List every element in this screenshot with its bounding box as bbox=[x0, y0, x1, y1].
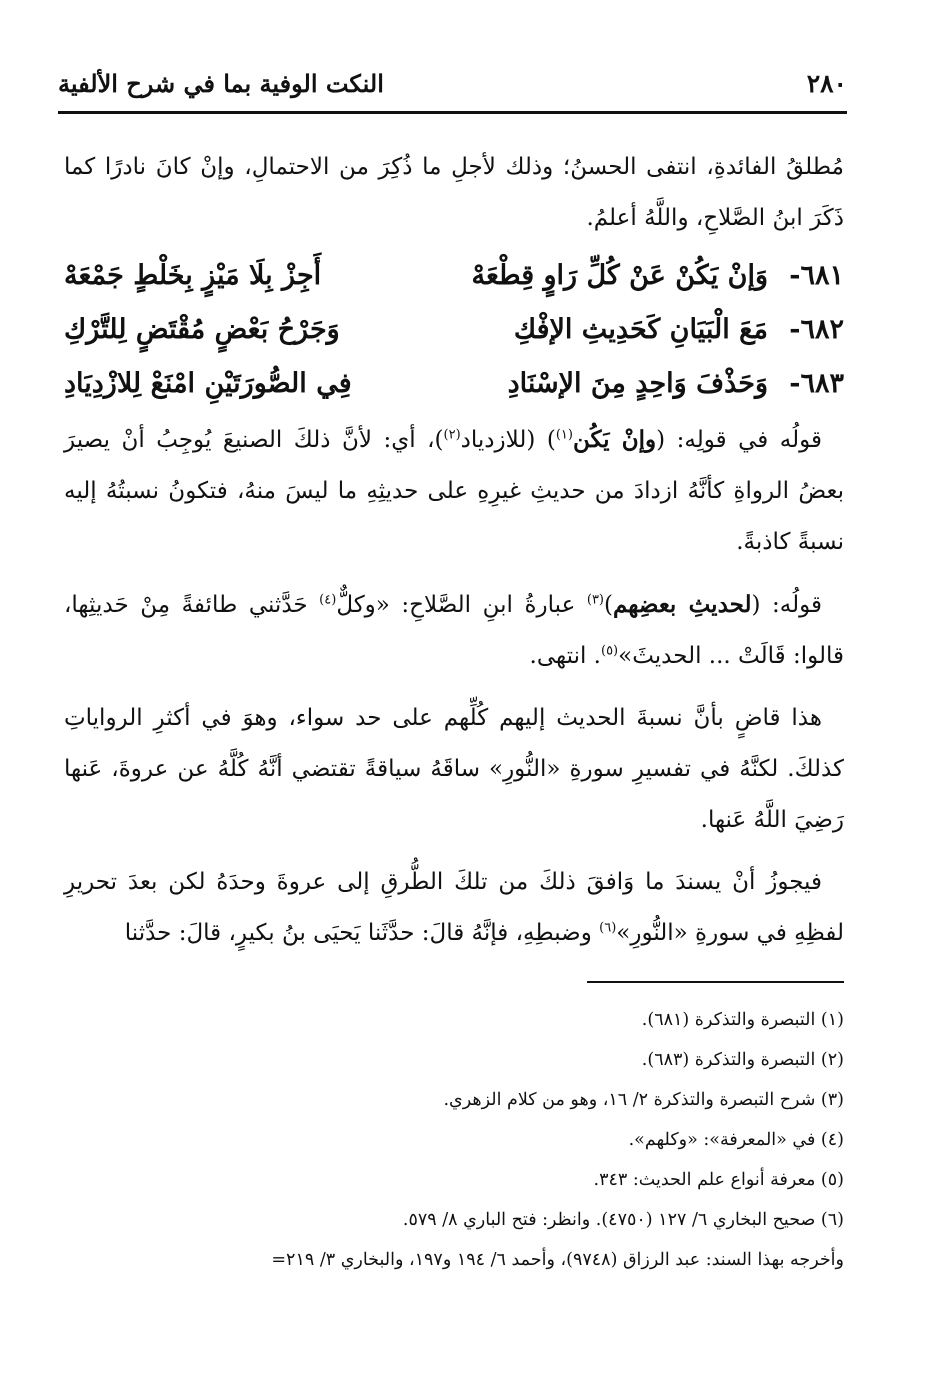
verse-first-hemistich: وَإنْ يَكُنْ عَنْ كُلِّ رَاوٍ قِطْعَهْ bbox=[471, 260, 768, 291]
text-run: قولُه: ( bbox=[751, 592, 822, 618]
paragraph-2 bbox=[64, 414, 844, 568]
text-run: وضبطِهِ، فإنَّهُ قالَ: حدَّثَنا يَحيَى بنُ بكيرٍ، قالَ: حدَّثنا bbox=[124, 920, 600, 946]
footnote-ref-6[interactable]: (٦) bbox=[599, 920, 617, 936]
footnote-1: (١) التبصرة والتذكرة (٦٨١). bbox=[641, 1010, 844, 1030]
footnote-ref-3[interactable]: (٣) bbox=[586, 592, 604, 608]
verse-number: ٦٨٣- bbox=[789, 368, 844, 399]
text-run: عبارةُ ابنِ الصَّلاحِ: «وكلٌّ bbox=[336, 592, 587, 618]
footnote-ref-2[interactable]: (٢) bbox=[443, 427, 461, 443]
page-number: ٢٨٠ bbox=[806, 68, 847, 98]
verse-first-hemistich: مَعَ الْبَيَانِ كَحَدِيثِ الإفْكِ bbox=[513, 314, 768, 345]
footnote-5: (٥) معرفة أنواع علم الحديث: ٣٤٣. bbox=[593, 1170, 844, 1190]
footnote-ref-1[interactable]: (١) bbox=[555, 427, 573, 443]
footnote-6-continuation: وأخرجه بهذا السند: عبد الرزاق (٩٧٤٨)، وأحمد ٦/ ١٩٤ و١٩٧، والبخاري ٣/ ٢١٩= bbox=[271, 1250, 844, 1270]
text-run: قولُه في قولِه: ( bbox=[656, 427, 822, 453]
paragraph-5 bbox=[64, 857, 844, 959]
footnote-2: (٢) التبصرة والتذكرة (٦٨٣). bbox=[641, 1050, 844, 1070]
paragraph-1: مُطلقُ الفائدةِ، انتفى الحسنُ؛ وذلك لأجلِ ما ذُكِرَ من الاحتمالِ، وإنْ كانَ نادرًا كما ذَكَرَ ابنُ الصَّلاحِ، واللَّهُ أعلمُ. bbox=[64, 154, 844, 231]
verse-second-hemistich: أَجِزْ بِلَا مَيْزٍ بِخَلْطٍ جَمْعَهْ bbox=[64, 260, 322, 291]
verse-681 bbox=[64, 250, 844, 304]
verse-number: ٦٨١- bbox=[789, 260, 844, 291]
main-text bbox=[64, 142, 844, 970]
text-run: . انتهى. bbox=[529, 643, 601, 669]
footnote-divider bbox=[587, 981, 844, 983]
footnote-3: (٣) شرح التبصرة والتذكرة ٢/ ١٦، وهو من كلام الزهري. bbox=[443, 1090, 844, 1110]
footnote-4: (٤) في «المعرفة»: «وكلهم». bbox=[628, 1130, 844, 1150]
paragraph-4: هذا قاضٍ بأنَّ نسبةَ الحديث إليهم كُلِّهم على حد سواء، وهوَ في أكثرِ الرواياتِ كذلكَ. لكنَّهُ في تفسيرِ سورةِ «النُّورِ» ساقَهُ سياقةً تقتضي أنَّهُ كُلَّهُ عن عروةَ، عَنها رَضِيَ اللَّهُ عَنها. bbox=[64, 705, 844, 833]
verse-block bbox=[64, 250, 844, 412]
verse-first-hemistich: وَحَذْفَ وَاحِدٍ مِنَ الإسْنَادِ bbox=[507, 368, 768, 399]
text-run: ) bbox=[604, 592, 613, 618]
footnote-ref-5[interactable]: (٥) bbox=[600, 643, 619, 659]
text-run: حَدَّثني طائفةً مِنْ حَديثِها، قالوا: قَالَتْ ... الحديثَ» bbox=[64, 592, 844, 669]
text-run: فيجوزُ أنْ يسندَ ما وَافقَ ذلكَ من تلكَ الطُّرقِ إلى عروةَ وحدَهُ لكن بعدَ تحريرِ لفظِهِ في سورةِ «النُّورِ» bbox=[64, 869, 844, 946]
footnotes bbox=[70, 1000, 844, 1280]
commentary-lemma: لحديثِ بعضِهم bbox=[612, 591, 752, 618]
verse-682 bbox=[64, 304, 844, 358]
paragraph-3 bbox=[64, 579, 844, 682]
verse-683 bbox=[64, 358, 844, 412]
verse-second-hemistich: فِي الصُّورَتَيْنِ امْنَعْ لِلازْدِيَادِ bbox=[64, 368, 352, 399]
footnote-ref-4[interactable]: (٤) bbox=[319, 592, 337, 608]
verse-second-hemistich: وَجَرْحُ بَعْضٍ مُقْتَضٍ لِلتَّرْكِ bbox=[64, 314, 340, 345]
text-run: ) (للازدياد bbox=[460, 427, 556, 453]
running-title: النكت الوفية بما في شرح الألفية bbox=[58, 68, 384, 98]
verse-number: ٦٨٢- bbox=[789, 314, 844, 345]
header-divider bbox=[58, 111, 847, 114]
footnote-6: (٦) صحيح البخاري ٦/ ١٢٧ (٤٧٥٠). وانظر: فتح الباري ٨/ ٥٧٩. bbox=[402, 1210, 844, 1230]
text-run: )، أي: لأنَّ ذلكَ الصنيعَ يُوجِبُ أنْ يصيرَ بعضُ الرواةِ كأنَّهُ ازدادَ من حديثِ غيرِهِ على حديثِهِ ما ليسَ منهُ، فتكونُ نسبتُهُ إليه نسبةً كاذبةً. bbox=[64, 427, 844, 555]
commentary-lemma: وإنْ يَكُن bbox=[572, 426, 657, 453]
page-header bbox=[58, 62, 847, 104]
